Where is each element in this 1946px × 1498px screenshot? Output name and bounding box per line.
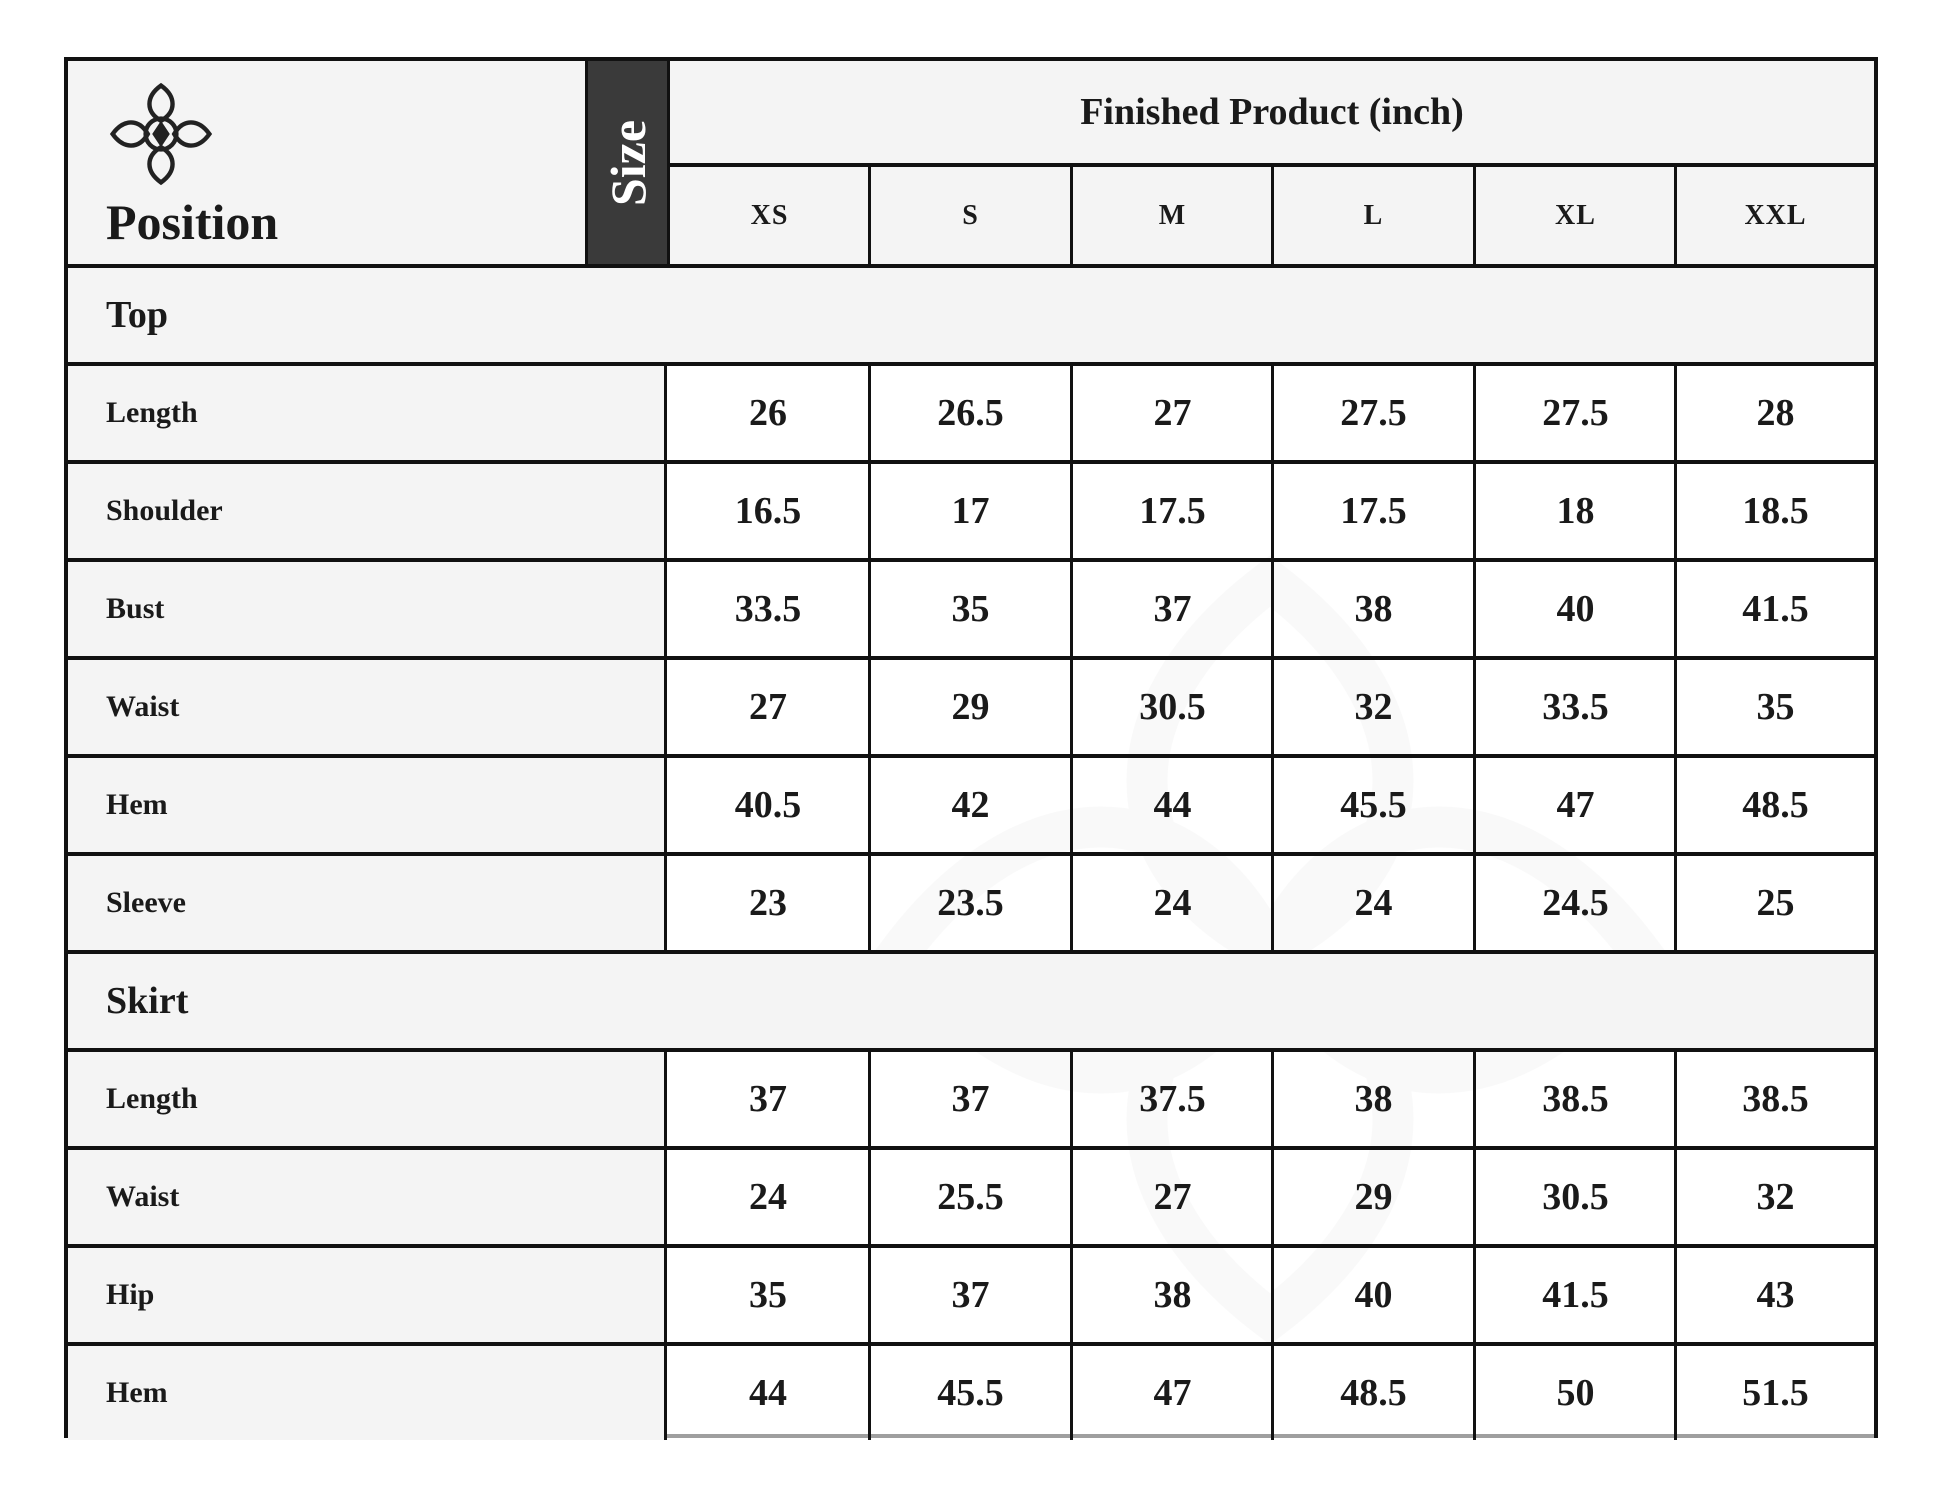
value-cell: 30.5	[1473, 1150, 1675, 1244]
measurement-label: Waist	[106, 1180, 180, 1213]
value-cell: 41.5	[1473, 1248, 1675, 1342]
value-cell: 38	[1271, 1052, 1473, 1146]
value-cell: 45.5	[1271, 758, 1473, 852]
value-cell: 37.5	[1070, 1052, 1272, 1146]
size-header-s: S	[868, 167, 1070, 264]
size-axis-label	[588, 61, 667, 264]
section-title: Top	[106, 294, 168, 336]
value-cell: 48.5	[1271, 1346, 1473, 1440]
value-cell: 24	[1271, 856, 1473, 950]
value-cell: 35	[1674, 660, 1874, 754]
measurement-label: Hip	[106, 1278, 155, 1311]
value-cell: 37	[868, 1052, 1070, 1146]
value-cell: 43	[1674, 1248, 1874, 1342]
finished-product-title: Finished Product (inch)	[667, 61, 1874, 167]
value-cell: 37	[1070, 562, 1272, 656]
size-header-l: L	[1271, 167, 1473, 264]
value-cell: 17.5	[1070, 464, 1272, 558]
value-cell: 30.5	[1070, 660, 1272, 754]
value-cell: 24	[667, 1150, 869, 1244]
position-label: Position	[106, 194, 279, 250]
table-row	[68, 558, 1874, 656]
table-row	[68, 852, 1874, 950]
measurement-label-cell	[68, 1150, 667, 1244]
measurement-label-cell	[68, 464, 667, 558]
value-cell: 40	[1473, 562, 1675, 656]
value-cell: 23	[667, 856, 869, 950]
table-row	[68, 362, 1874, 460]
measurement-label-cell	[68, 1346, 667, 1440]
measurement-label-cell	[68, 366, 667, 460]
table-row	[68, 1244, 1874, 1342]
value-cell: 24.5	[1473, 856, 1675, 950]
measurement-label: Hem	[106, 788, 168, 821]
value-cell: 45.5	[868, 1346, 1070, 1440]
table-row	[68, 1048, 1874, 1146]
measurement-label: Length	[106, 1082, 198, 1115]
table-row	[68, 656, 1874, 754]
value-cell: 42	[868, 758, 1070, 852]
value-cell: 37	[667, 1052, 869, 1146]
value-cell: 18.5	[1674, 464, 1874, 558]
value-cell: 27.5	[1271, 366, 1473, 460]
value-cell: 17	[868, 464, 1070, 558]
value-cell: 27	[1070, 366, 1272, 460]
value-cell: 47	[1070, 1346, 1272, 1440]
value-cell: 48.5	[1674, 758, 1874, 852]
measurement-label-cell	[68, 856, 667, 950]
measurement-label: Length	[106, 396, 198, 429]
value-cell: 35	[868, 562, 1070, 656]
value-cell: 37	[868, 1248, 1070, 1342]
value-cell: 26	[667, 366, 869, 460]
value-cell: 27	[667, 660, 869, 754]
measurement-label-cell	[68, 758, 667, 852]
section-title: Skirt	[106, 980, 189, 1022]
value-cell: 32	[1271, 660, 1473, 754]
value-cell: 29	[1271, 1150, 1473, 1244]
size-label: Size	[599, 119, 656, 206]
value-cell: 16.5	[667, 464, 869, 558]
measurement-label-cell	[68, 562, 667, 656]
value-cell: 50	[1473, 1346, 1675, 1440]
measurement-label: Bust	[106, 592, 165, 625]
value-cell: 27.5	[1473, 366, 1675, 460]
value-cell: 23.5	[868, 856, 1070, 950]
section-header-1	[68, 950, 1874, 1048]
measurement-label-cell	[68, 660, 667, 754]
measurement-label: Hem	[106, 1376, 168, 1409]
value-cell: 25.5	[868, 1150, 1070, 1244]
size-header-xs: XS	[667, 167, 869, 264]
measurement-label-cell	[68, 1052, 667, 1146]
value-cell: 35	[667, 1248, 869, 1342]
section-header-0	[68, 264, 1874, 362]
value-cell: 40.5	[667, 758, 869, 852]
value-cell: 32	[1674, 1150, 1874, 1244]
value-cell: 29	[868, 660, 1070, 754]
value-cell: 44	[667, 1346, 869, 1440]
size-header-xxl: XXL	[1674, 167, 1874, 264]
value-cell: 38.5	[1473, 1052, 1675, 1146]
ornament-logo-icon	[106, 79, 216, 189]
value-cell: 24	[1070, 856, 1272, 950]
measurement-label-cell	[68, 1248, 667, 1342]
size-chart-table	[64, 57, 1878, 1438]
value-cell: 33.5	[667, 562, 869, 656]
value-cell: 38	[1070, 1248, 1272, 1342]
value-cell: 38	[1271, 562, 1473, 656]
measurement-label: Sleeve	[106, 886, 186, 919]
position-header-cell	[68, 61, 588, 264]
value-cell: 27	[1070, 1150, 1272, 1244]
table-row	[68, 1342, 1874, 1440]
value-cell: 25	[1674, 856, 1874, 950]
value-cell: 51.5	[1674, 1346, 1874, 1440]
value-cell: 18	[1473, 464, 1675, 558]
measurement-label: Waist	[106, 690, 180, 723]
value-cell: 38.5	[1674, 1052, 1874, 1146]
value-cell: 33.5	[1473, 660, 1675, 754]
value-cell: 26.5	[868, 366, 1070, 460]
value-cell: 40	[1271, 1248, 1473, 1342]
measurement-label: Shoulder	[106, 494, 223, 527]
table-row	[68, 1146, 1874, 1244]
value-cell: 17.5	[1271, 464, 1473, 558]
value-cell: 41.5	[1674, 562, 1874, 656]
table-row	[68, 460, 1874, 558]
value-cell: 28	[1674, 366, 1874, 460]
value-cell: 44	[1070, 758, 1272, 852]
table-row	[68, 754, 1874, 852]
size-header-xl: XL	[1473, 167, 1675, 264]
size-header-m: M	[1070, 167, 1272, 264]
value-cell: 47	[1473, 758, 1675, 852]
